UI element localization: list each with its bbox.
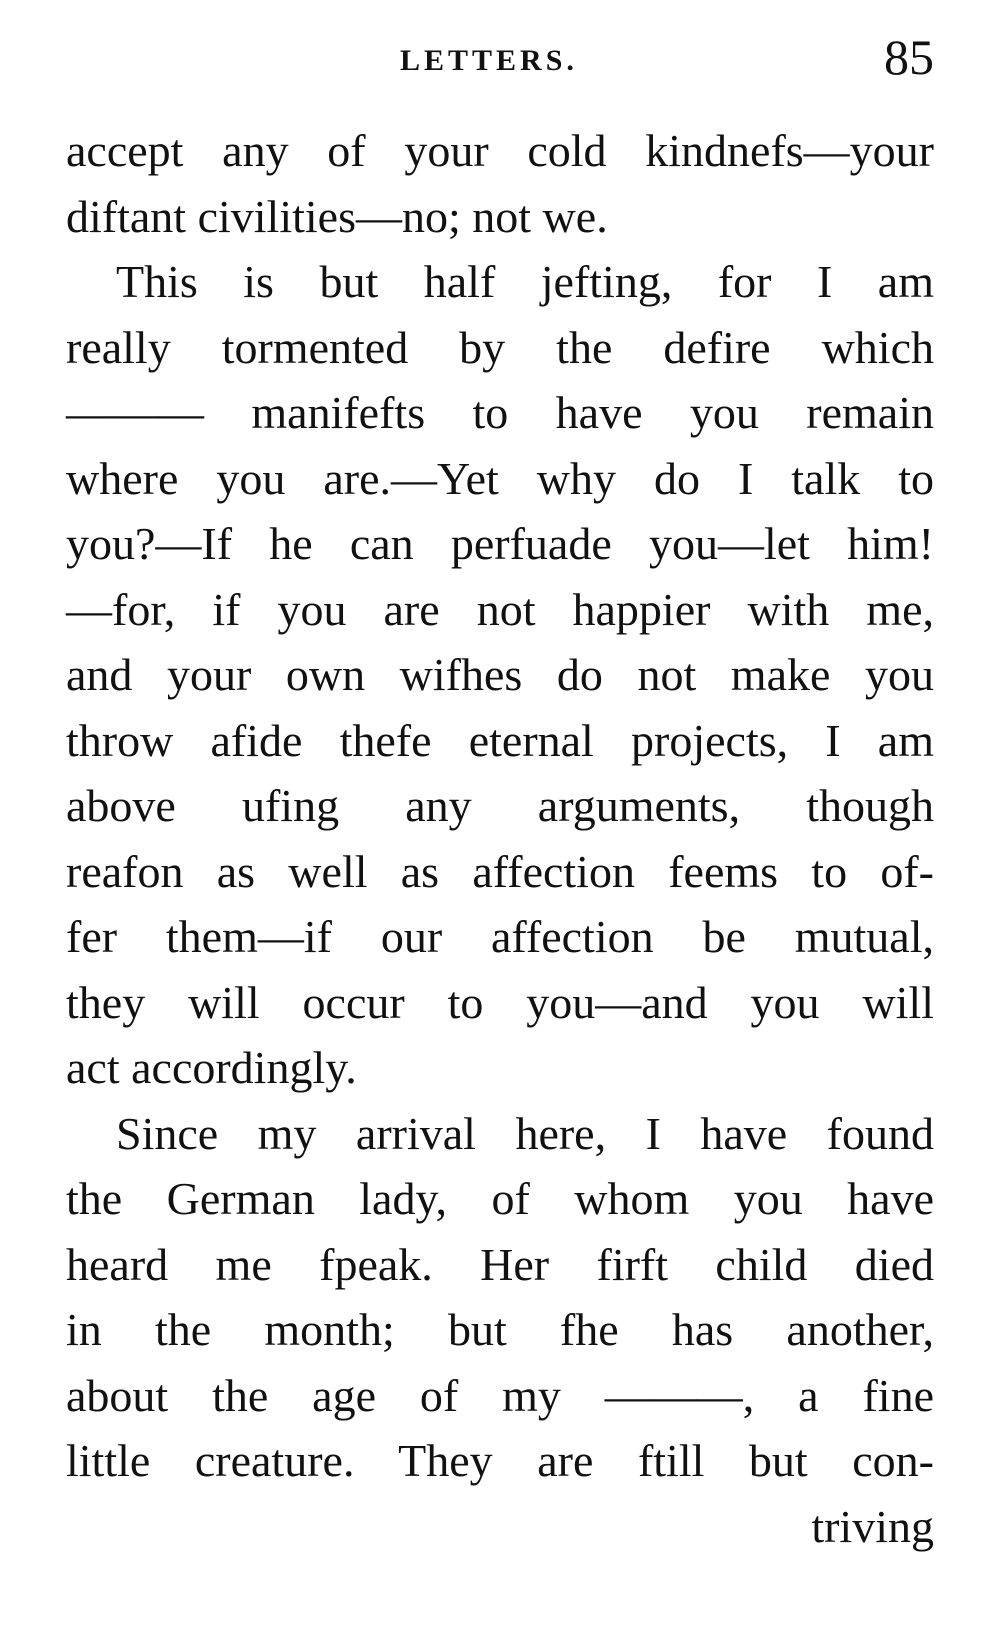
text-line: This is but half jefting, for I am <box>116 256 934 307</box>
text-line: act accordingly. <box>66 1042 357 1093</box>
text-line: Since my arrival here, I have found <box>116 1107 934 1159</box>
text-line: about the age of my ———, a fine <box>66 1369 934 1421</box>
text-line: little creature. They are ftill but con- <box>66 1435 934 1486</box>
text-line: heard me fpeak. Her firft child died <box>66 1238 934 1290</box>
text-line: and your own wifhes do not make you <box>66 649 934 700</box>
text-line: ——— manifefts to have you remain <box>66 387 934 438</box>
text-line: throw afide thefe eternal projects, I am <box>66 714 934 766</box>
running-head <box>0 28 1000 98</box>
text-line: in the month; but fhe has another, <box>66 1304 934 1355</box>
text-line: they will occur to you—and you will <box>66 976 934 1028</box>
text-line: reafon as well as affection feems to of- <box>66 845 934 897</box>
body-text <box>66 118 934 1559</box>
text-line: fer them—if our affection be mutual, <box>66 911 934 962</box>
text-line: where you are.—Yet why do I talk to <box>66 452 934 504</box>
text-line: accept any of your cold kindnefs—your <box>66 125 934 176</box>
text-line: above ufing any arguments, though <box>66 780 934 831</box>
text-line: the German lady, of whom you have <box>66 1173 934 1224</box>
text-line: really tormented by the defire which <box>66 321 934 373</box>
running-title: LETTERS. <box>400 44 578 77</box>
text-line: you?—If he can perfuade you—let him! <box>66 518 934 569</box>
page-number: 85 <box>884 29 934 85</box>
text-line: diftant civilities—no; not we. <box>66 190 608 242</box>
text-line: —for, if you are not happier with me, <box>66 583 934 635</box>
catchword: triving <box>811 1500 934 1552</box>
